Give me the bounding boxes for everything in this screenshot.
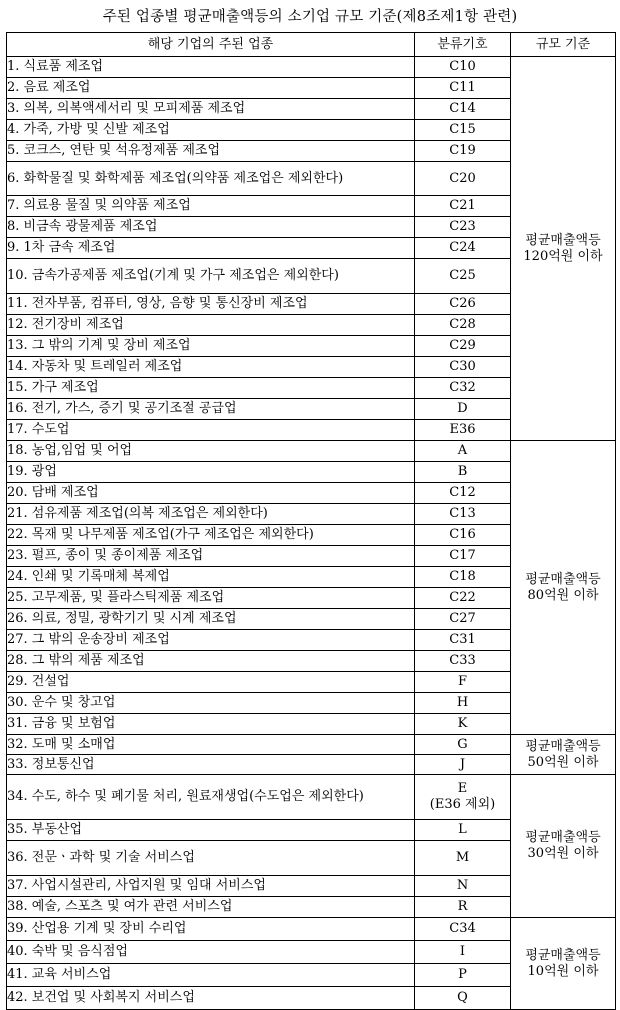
industry-cell: 16. 전기, 가스, 증기 및 공기조절 공급업	[7, 399, 415, 420]
code-cell: N	[415, 876, 511, 897]
industry-cell: 10. 금속가공제품 제조업(기계 및 가구 제조업은 제외한다)	[7, 259, 415, 294]
code-cell: C26	[415, 294, 511, 315]
size-criterion-limit: 80억원 이하	[527, 587, 599, 603]
code-cell: F	[415, 672, 511, 693]
code-cell: A	[415, 441, 511, 462]
industry-cell: 12. 전기장비 제조업	[7, 315, 415, 336]
code-cell: B	[415, 462, 511, 483]
size-criterion-label: 평균매출액등	[525, 947, 601, 963]
code-cell: C24	[415, 238, 511, 259]
industry-cell: 37. 사업시설관리, 사업지원 및 임대 서비스업	[7, 876, 415, 897]
industry-cell: 8. 비금속 광물제품 제조업	[7, 217, 415, 238]
industry-cell: 19. 광업	[7, 462, 415, 483]
size-criterion-limit: 50억원 이하	[527, 754, 599, 770]
code-cell: C30	[415, 357, 511, 378]
industry-cell: 20. 담배 제조업	[7, 483, 415, 504]
code-cell: C23	[415, 217, 511, 238]
code-cell: C18	[415, 567, 511, 588]
code-cell: C33	[415, 651, 511, 672]
industry-cell: 39. 산업용 기계 및 장비 수리업	[7, 918, 415, 941]
industry-cell: 9. 1차 금속 제조업	[7, 238, 415, 259]
code-cell: C34	[415, 918, 511, 941]
code-cell: K	[415, 714, 511, 735]
industry-cell: 29. 건설업	[7, 672, 415, 693]
code-cell: J	[415, 755, 511, 775]
code-cell: R	[415, 897, 511, 918]
code-cell: C10	[415, 57, 511, 78]
code-cell: C22	[415, 588, 511, 609]
table-row	[7, 918, 616, 941]
industry-cell: 34. 수도, 하수 및 폐기물 처리, 원료재생업(수도업은 제외한다)	[7, 775, 415, 820]
header-industry: 해당 기업의 주된 업종	[7, 33, 415, 57]
industry-cell: 2. 음료 제조업	[7, 78, 415, 99]
table-row	[7, 57, 616, 78]
industry-cell: 23. 펄프, 종이 및 종이제품 제조업	[7, 546, 415, 567]
industry-cell: 1. 식료품 제조업	[7, 57, 415, 78]
industry-cell: 4. 가죽, 가방 및 신발 제조업	[7, 120, 415, 141]
industry-cell: 36. 전문ㆍ과학 및 기술 서비스업	[7, 841, 415, 876]
code-cell: C17	[415, 546, 511, 567]
size-criterion-cell	[511, 735, 616, 775]
code-cell: C32	[415, 378, 511, 399]
industry-cell: 33. 정보통신업	[7, 755, 415, 775]
table-row	[7, 735, 616, 755]
size-criterion-cell	[511, 57, 616, 441]
industry-cell: 3. 의복, 의복액세서리 및 모피제품 제조업	[7, 99, 415, 120]
industry-cell: 41. 교육 서비스업	[7, 964, 415, 987]
size-criterion-label: 평균매출액등	[525, 830, 601, 845]
industry-cell: 30. 운수 및 창고업	[7, 693, 415, 714]
table-row	[7, 441, 616, 462]
industry-cell: 17. 수도업	[7, 420, 415, 441]
industry-cell: 42. 보건업 및 사회복지 서비스업	[7, 987, 415, 1010]
industry-cell: 13. 그 밖의 기계 및 장비 제조업	[7, 336, 415, 357]
code-cell: C15	[415, 120, 511, 141]
header-code: 분류기호	[415, 33, 511, 57]
code-cell: G	[415, 735, 511, 755]
code-cell: Q	[415, 987, 511, 1010]
code-cell: C16	[415, 525, 511, 546]
industry-cell: 14. 자동차 및 트레일러 제조업	[7, 357, 415, 378]
industry-cell: 31. 금융 및 보험업	[7, 714, 415, 735]
code-cell: P	[415, 964, 511, 987]
code-cell: C31	[415, 630, 511, 651]
size-criterion-label: 평균매출액등	[525, 738, 601, 754]
size-criterion-limit: 30억원 이하	[527, 846, 599, 861]
code-cell: C27	[415, 609, 511, 630]
header-size: 규모 기준	[511, 33, 616, 57]
code-cell: C25	[415, 259, 511, 294]
code-cell: M	[415, 841, 511, 876]
document-title: 주된 업종별 평균매출액등의 소기업 규모 기준(제8조제1항 관련)	[102, 9, 518, 25]
industry-cell: 32. 도매 및 소매업	[7, 735, 415, 755]
code-cell: C11	[415, 78, 511, 99]
industry-cell: 38. 예술, 스포츠 및 여가 관련 서비스업	[7, 897, 415, 918]
code-cell: I	[415, 941, 511, 964]
size-criterion-cell	[511, 918, 616, 1010]
industry-cell: 7. 의료용 물질 및 의약품 제조업	[7, 196, 415, 217]
code-cell: H	[415, 693, 511, 714]
code-cell: L	[415, 820, 511, 841]
size-criteria-table	[6, 32, 616, 1010]
code-cell: C13	[415, 504, 511, 525]
code-value: E	[457, 781, 468, 796]
size-criterion-label: 평균매출액등	[525, 571, 601, 587]
industry-cell: 5. 코크스, 연탄 및 석유정제품 제조업	[7, 141, 415, 162]
code-cell: D	[415, 399, 511, 420]
header-row	[7, 33, 616, 57]
code-cell: C28	[415, 315, 511, 336]
industry-cell: 40. 숙박 및 음식점업	[7, 941, 415, 964]
size-criterion-cell	[511, 775, 616, 918]
code-cell: C12	[415, 483, 511, 504]
industry-cell: 15. 가구 제조업	[7, 378, 415, 399]
industry-cell: 27. 그 밖의 운송장비 제조업	[7, 630, 415, 651]
industry-cell: 35. 부동산업	[7, 820, 415, 841]
industry-cell: 25. 고무제품, 및 플라스틱제품 제조업	[7, 588, 415, 609]
industry-cell: 28. 그 밖의 제품 제조업	[7, 651, 415, 672]
code-note: (E36 제외)	[429, 797, 496, 812]
size-criterion-label: 평균매출액등	[525, 232, 601, 248]
code-cell: E36	[415, 420, 511, 441]
industry-cell: 24. 인쇄 및 기록매체 복제업	[7, 567, 415, 588]
code-cell: C20	[415, 162, 511, 196]
table-row	[7, 775, 616, 820]
size-criterion-cell	[511, 441, 616, 735]
code-cell: C19	[415, 141, 511, 162]
industry-cell: 6. 화학물질 및 화학제품 제조업(의약품 제조업은 제외한다)	[7, 162, 415, 196]
size-criterion-limit: 120억원 이하	[523, 248, 603, 264]
code-cell	[415, 775, 511, 820]
table-body	[7, 57, 616, 1010]
industry-cell: 22. 목재 및 나무제품 제조업(가구 제조업은 제외한다)	[7, 525, 415, 546]
code-cell: C21	[415, 196, 511, 217]
industry-cell: 18. 농업,임업 및 어업	[7, 441, 415, 462]
size-criterion-limit: 10억원 이하	[527, 963, 599, 979]
industry-cell: 11. 전자부품, 컴퓨터, 영상, 음향 및 통신장비 제조업	[7, 294, 415, 315]
code-cell: C29	[415, 336, 511, 357]
industry-cell: 26. 의료, 정밀, 광학기기 및 시계 제조업	[7, 609, 415, 630]
industry-cell: 21. 섬유제품 제조업(의복 제조업은 제외한다)	[7, 504, 415, 525]
code-cell: C14	[415, 99, 511, 120]
